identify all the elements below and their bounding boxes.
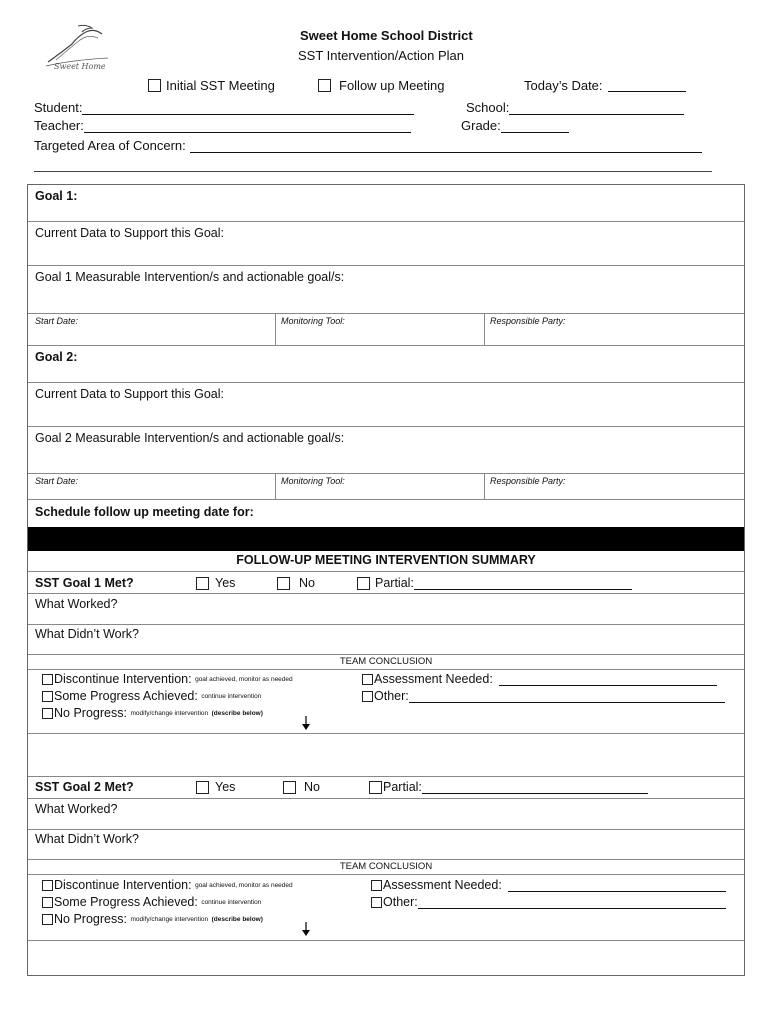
sst1-no-progress-note-bold: (describe below) bbox=[211, 709, 263, 717]
sst1-description-row[interactable] bbox=[28, 734, 744, 777]
logo-text: Sweet Home bbox=[54, 62, 106, 71]
sst2-other-option[interactable] bbox=[371, 895, 726, 909]
sst1-yes-label: Yes bbox=[215, 576, 236, 590]
grade-line[interactable] bbox=[501, 120, 569, 133]
sst2-team-conclusion-row bbox=[28, 860, 744, 941]
sst1-team-conclusion-title: TEAM CONCLUSION bbox=[339, 656, 433, 667]
sst1-discontinue-label: Discontinue Intervention: bbox=[54, 672, 192, 686]
sst1-didnt-work-label: What Didn’t Work? bbox=[35, 627, 139, 641]
sst2-didnt-work-label: What Didn’t Work? bbox=[35, 832, 139, 846]
sst2-some-progress-option[interactable] bbox=[42, 895, 261, 909]
sst2-yes-option[interactable] bbox=[196, 780, 235, 794]
schedule-row[interactable] bbox=[28, 500, 744, 527]
goal2-current-data-row[interactable] bbox=[28, 383, 744, 427]
section-divider-bar bbox=[28, 527, 744, 551]
sst2-some-progress-note: continue intervention bbox=[201, 898, 262, 906]
sst1-met-label: SST Goal 1 Met? bbox=[35, 576, 134, 590]
goal2-title: Goal 2: bbox=[35, 350, 78, 364]
sst2-no-option[interactable] bbox=[283, 780, 320, 794]
sst1-other-option[interactable] bbox=[362, 689, 725, 703]
sst2-discontinue-note: goal achieved, monitor as needed bbox=[195, 881, 293, 889]
sst2-no-progress-label: No Progress: bbox=[54, 912, 127, 926]
sst1-other-line[interactable] bbox=[409, 690, 725, 703]
sst1-other-label: Other: bbox=[374, 689, 409, 703]
targeted-area-label: Targeted Area of Concern: bbox=[34, 138, 186, 153]
targeted-area-field[interactable] bbox=[34, 138, 702, 153]
sst2-description-row[interactable] bbox=[28, 941, 744, 975]
targeted-area-line-2[interactable] bbox=[34, 171, 712, 172]
sst1-met-row bbox=[28, 571, 744, 594]
sst2-assessment-checkbox[interactable] bbox=[371, 880, 382, 891]
sst2-met-label: SST Goal 2 Met? bbox=[35, 780, 134, 794]
sst1-other-checkbox[interactable] bbox=[362, 691, 373, 702]
goal2-responsible-party-label: Responsible Party: bbox=[490, 476, 566, 486]
summary-title: FOLLOW-UP MEETING INTERVENTION SUMMARY bbox=[236, 553, 536, 567]
grade-field[interactable] bbox=[461, 118, 569, 133]
sst2-no-label: No bbox=[304, 780, 320, 794]
teacher-label: Teacher: bbox=[34, 118, 84, 133]
sst2-other-line[interactable] bbox=[418, 896, 726, 909]
sst1-worked-label: What Worked? bbox=[35, 597, 118, 611]
school-field[interactable] bbox=[466, 100, 684, 115]
sst2-down-arrow-icon bbox=[302, 922, 310, 936]
sst2-no-progress-checkbox[interactable] bbox=[42, 914, 53, 925]
goal1-monitoring-tool-label: Monitoring Tool: bbox=[281, 316, 345, 326]
sst2-worked-label: What Worked? bbox=[35, 802, 118, 816]
followup-meeting-label: Follow up Meeting bbox=[339, 78, 445, 93]
summary-title-row bbox=[28, 551, 744, 571]
sst2-team-conclusion-title: TEAM CONCLUSION bbox=[339, 861, 433, 872]
sst1-team-conclusion-row bbox=[28, 655, 744, 734]
sst2-worked-row[interactable] bbox=[28, 799, 744, 830]
sst1-assessment-label: Assessment Needed: bbox=[374, 672, 493, 686]
sst2-partial-option[interactable] bbox=[369, 780, 648, 794]
goal2-current-data-label: Current Data to Support this Goal: bbox=[35, 387, 224, 401]
school-label: School: bbox=[466, 100, 510, 115]
student-line[interactable] bbox=[82, 102, 414, 115]
sst2-assessment-line[interactable] bbox=[508, 879, 726, 892]
school-line[interactable] bbox=[509, 102, 684, 115]
sst1-yes-option[interactable] bbox=[196, 576, 235, 590]
initial-meeting-option[interactable] bbox=[148, 78, 275, 93]
sst1-some-progress-label: Some Progress Achieved: bbox=[54, 689, 198, 703]
goal1-current-data-label: Current Data to Support this Goal: bbox=[35, 226, 224, 240]
sst2-some-progress-label: Some Progress Achieved: bbox=[54, 895, 198, 909]
district-name: Sweet Home School District bbox=[300, 28, 473, 43]
sst1-partial-line[interactable] bbox=[414, 577, 632, 590]
sst1-partial-label: Partial: bbox=[375, 576, 414, 590]
sst2-partial-checkbox[interactable] bbox=[369, 781, 382, 794]
sst1-discontinue-option[interactable] bbox=[42, 672, 293, 686]
sst2-other-label: Other: bbox=[383, 895, 418, 909]
sst2-assessment-option[interactable] bbox=[371, 878, 726, 892]
sst2-yes-checkbox[interactable] bbox=[196, 781, 209, 794]
sst1-worked-row[interactable] bbox=[28, 594, 744, 625]
sst2-discontinue-option[interactable] bbox=[42, 878, 293, 892]
sst2-no-progress-note-bold: (describe below) bbox=[211, 915, 263, 923]
goal2-start-date-label: Start Date: bbox=[35, 476, 79, 486]
sst1-didnt-work-row[interactable] bbox=[28, 625, 744, 655]
sst2-met-row bbox=[28, 777, 744, 799]
sst2-partial-line[interactable] bbox=[422, 781, 648, 794]
goal2-measurable-label: Goal 2 Measurable Intervention/s and actionable goal/s: bbox=[35, 431, 345, 445]
sst1-no-progress-option[interactable] bbox=[42, 706, 263, 720]
sst2-no-progress-option[interactable] bbox=[42, 912, 263, 926]
todays-date-label: Today’s Date: bbox=[524, 78, 603, 93]
followup-meeting-option[interactable] bbox=[318, 78, 445, 93]
goal1-responsible-party-label: Responsible Party: bbox=[490, 316, 566, 326]
sst2-no-checkbox[interactable] bbox=[283, 781, 296, 794]
sst2-discontinue-label: Discontinue Intervention: bbox=[54, 878, 192, 892]
goal2-monitoring-tool-label: Monitoring Tool: bbox=[281, 476, 345, 486]
sst1-discontinue-checkbox[interactable] bbox=[42, 674, 53, 685]
sst1-no-progress-checkbox[interactable] bbox=[42, 708, 53, 719]
initial-meeting-label: Initial SST Meeting bbox=[166, 78, 275, 93]
goal1-start-date-label: Start Date: bbox=[35, 316, 79, 326]
district-logo bbox=[42, 22, 114, 78]
sst1-some-progress-option[interactable] bbox=[42, 689, 261, 703]
sst1-discontinue-note: goal achieved, monitor as needed bbox=[195, 675, 293, 683]
sst1-no-progress-label: No Progress: bbox=[54, 706, 127, 720]
plan-title: SST Intervention/Action Plan bbox=[298, 48, 464, 63]
sst1-down-arrow-icon bbox=[302, 716, 310, 730]
teacher-field[interactable] bbox=[34, 118, 411, 133]
goal2-title-row[interactable] bbox=[28, 346, 744, 383]
todays-date-line[interactable] bbox=[608, 79, 686, 92]
sst1-no-checkbox[interactable] bbox=[277, 577, 290, 590]
initial-meeting-checkbox[interactable] bbox=[148, 79, 161, 92]
sst2-some-progress-checkbox[interactable] bbox=[42, 897, 53, 908]
sst1-yes-checkbox[interactable] bbox=[196, 577, 209, 590]
teacher-line[interactable] bbox=[84, 120, 411, 133]
sst1-no-label: No bbox=[299, 576, 315, 590]
sst2-yes-label: Yes bbox=[215, 780, 236, 794]
sst1-some-progress-checkbox[interactable] bbox=[42, 691, 53, 702]
sst2-partial-label: Partial: bbox=[383, 780, 422, 794]
schedule-label: Schedule follow up meeting date for: bbox=[35, 505, 254, 519]
goal2-measurable-row[interactable] bbox=[28, 427, 744, 474]
goal2-details-row bbox=[28, 474, 744, 500]
sst1-some-progress-note: continue intervention bbox=[201, 692, 262, 700]
sst1-assessment-option[interactable] bbox=[362, 672, 717, 686]
goal1-current-data-row[interactable] bbox=[28, 222, 744, 266]
sst1-no-option[interactable] bbox=[277, 576, 315, 590]
goal1-measurable-label: Goal 1 Measurable Intervention/s and actionable goal/s: bbox=[35, 270, 345, 284]
sst1-assessment-checkbox[interactable] bbox=[362, 674, 373, 685]
sst2-no-progress-note: modify/change intervention bbox=[130, 915, 209, 923]
student-field[interactable] bbox=[34, 100, 414, 115]
goal1-title-row[interactable] bbox=[28, 185, 744, 222]
sst1-partial-option[interactable] bbox=[357, 576, 632, 590]
targeted-area-line[interactable] bbox=[190, 140, 702, 153]
sst2-other-checkbox[interactable] bbox=[371, 897, 382, 908]
sst2-assessment-label: Assessment Needed: bbox=[383, 878, 502, 892]
sst1-assessment-line[interactable] bbox=[499, 673, 717, 686]
goal1-details-row bbox=[28, 314, 744, 346]
sst2-discontinue-checkbox[interactable] bbox=[42, 880, 53, 891]
todays-date-field[interactable] bbox=[524, 78, 686, 93]
plan-table bbox=[27, 184, 745, 976]
goal1-title: Goal 1: bbox=[35, 189, 78, 203]
sst2-didnt-work-row[interactable] bbox=[28, 830, 744, 860]
followup-meeting-checkbox[interactable] bbox=[318, 79, 331, 92]
student-label: Student: bbox=[34, 100, 83, 115]
goal1-measurable-row[interactable] bbox=[28, 266, 744, 314]
sst1-no-progress-note: modify/change intervention bbox=[130, 709, 209, 717]
grade-label: Grade: bbox=[461, 118, 501, 133]
sst1-partial-checkbox[interactable] bbox=[357, 577, 370, 590]
